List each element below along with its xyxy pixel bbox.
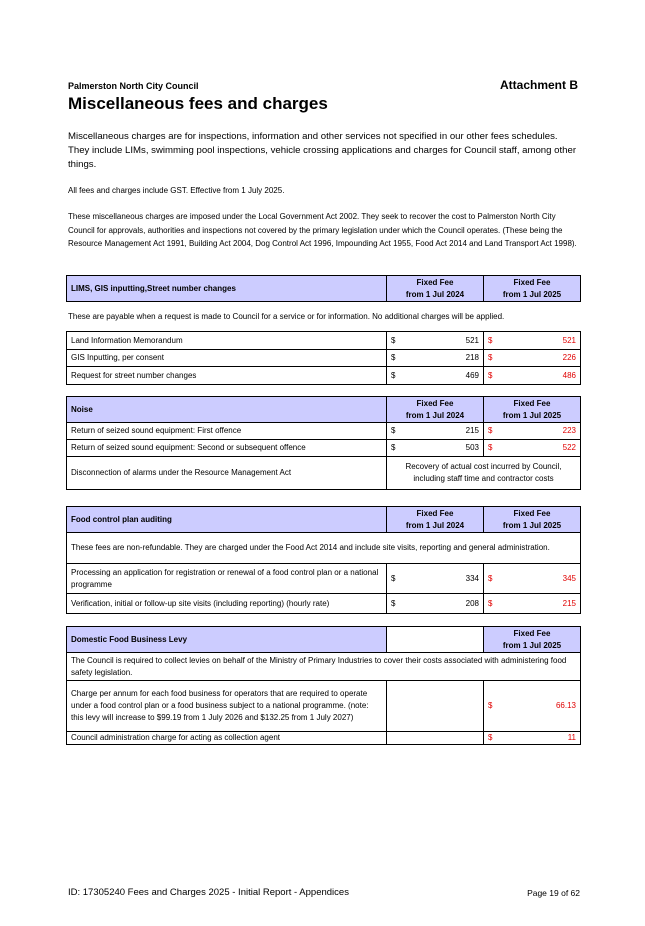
intro-paragraph: Miscellaneous charges are for inspections, information and other services not specified in our other fees schedules. They include LIMs, swimming pool inspections, vehicle crossing applications and charges for Council staff, among other things.	[68, 131, 577, 170]
table-row	[67, 533, 581, 564]
fee-2025-header: Fixed Fee from 1 Jul 2025	[484, 627, 581, 653]
food-table	[66, 506, 581, 614]
row-label: Land Information Memorandum	[67, 332, 387, 350]
levy-note: The Council is required to collect levies on behalf of the Ministry of Primary Industries to cover their costs associated with administering food safety legislation.	[67, 653, 581, 681]
fee-2025: $ 521	[484, 332, 581, 350]
food-heading: Food control plan auditing	[67, 507, 387, 533]
fee-2025: $ 11	[484, 732, 581, 745]
row-label: Processing an application for registration or renewal of a food control plan or a national programme	[67, 564, 387, 594]
fee-2024: $ 469	[387, 367, 484, 385]
table-row	[67, 367, 581, 385]
table-row	[67, 440, 581, 457]
table-row	[67, 681, 581, 732]
fee-2024: $ 215	[387, 423, 484, 440]
lims-heading: LIMS, GIS inputting,Street number changes	[67, 276, 387, 302]
footer-document-id: ID: 17305240 Fees and Charges 2025 - Initial Report - Appendices	[68, 887, 349, 898]
fee-2024: $ 218	[387, 350, 484, 367]
fee-2025: $ 66.13	[484, 681, 581, 732]
fee-2024: $ 208	[387, 594, 484, 614]
table-row	[67, 423, 581, 440]
fee-2025: $ 522	[484, 440, 581, 457]
fee-2024-header: Fixed Fee from 1 Jul 2024	[387, 397, 484, 423]
table-row	[67, 564, 581, 594]
fee-2025: $ 486	[484, 367, 581, 385]
empty-cell	[387, 732, 484, 745]
attachment-label: Attachment B	[499, 78, 578, 92]
table-row	[67, 457, 581, 490]
levy-table	[66, 626, 581, 745]
empty-cell	[387, 627, 484, 653]
fee-2025: $ 345	[484, 564, 581, 594]
lims-table	[66, 275, 581, 302]
actual-cost-note: Recovery of actual cost incurred by Council, including staff time and contractor costs	[387, 457, 581, 490]
gst-note: All fees and charges include GST. Effective from 1 July 2025.	[68, 186, 285, 195]
row-label: Council administration charge for acting as collection agent	[67, 732, 387, 745]
row-label: Charge per annum for each food business for operators that are required to operate under a food control plan or a food business subject to a national programme. (note: this levy will increase to $99.19 from 1 July 2026 and $132.25 from 1 July 2027)	[67, 681, 387, 732]
fee-2025-header: Fixed Fee from 1 Jul 2025	[484, 507, 581, 533]
legislation-paragraph: These miscellaneous charges are imposed under the Local Government Act 2002. They seek to recover the cost to Palmerston North City Council for approvals, authorities and inspections not covered by the primary legislation under which the Council operates. (These being the Resource Management Act 1991, Building Act 2004, Dog Control Act 1996, Impounding Act 1955, Food Act 2014 and Land Transport Act 1998).	[68, 212, 577, 248]
fee-2024: $ 521	[387, 332, 484, 350]
fee-2025-header: Fixed Fee from 1 Jul 2025	[484, 276, 581, 302]
table-row	[67, 594, 581, 614]
table-row	[67, 332, 581, 350]
table-row	[67, 653, 581, 681]
noise-heading: Noise	[67, 397, 387, 423]
page-number: Page 19 of 62	[527, 888, 580, 898]
fee-2025-header: Fixed Fee from 1 Jul 2025	[484, 397, 581, 423]
lims-fees-table	[66, 331, 581, 385]
row-label: Return of seized sound equipment: First offence	[67, 423, 387, 440]
empty-cell	[387, 681, 484, 732]
levy-heading: Domestic Food Business Levy	[67, 627, 387, 653]
food-note: These fees are non-refundable. They are charged under the Food Act 2014 and include site visits, reporting and general administration.	[67, 533, 581, 564]
table-row	[67, 732, 581, 745]
table-row	[67, 350, 581, 367]
row-label: Verification, initial or follow-up site visits (including reporting) (hourly rate)	[67, 594, 387, 614]
row-label: Disconnection of alarms under the Resource Management Act	[67, 457, 387, 490]
fee-2024-header: Fixed Fee from 1 Jul 2024	[387, 507, 484, 533]
fee-2025: $ 223	[484, 423, 581, 440]
page-title: Miscellaneous fees and charges	[68, 94, 328, 113]
row-label: GIS Inputting, per consent	[67, 350, 387, 367]
row-label: Return of seized sound equipment: Second or subsequent offence	[67, 440, 387, 457]
noise-table	[66, 396, 581, 490]
fee-2025: $ 226	[484, 350, 581, 367]
fee-2024-header: Fixed Fee from 1 Jul 2024	[387, 276, 484, 302]
lims-note: These are payable when a request is made to Council for a service or for information. No additional charges will be applied.	[68, 312, 505, 321]
row-label: Request for street number changes	[67, 367, 387, 385]
org-name: Palmerston North City Council	[68, 81, 199, 91]
fee-2024: $ 334	[387, 564, 484, 594]
fee-2024: $ 503	[387, 440, 484, 457]
fee-2025: $ 215	[484, 594, 581, 614]
